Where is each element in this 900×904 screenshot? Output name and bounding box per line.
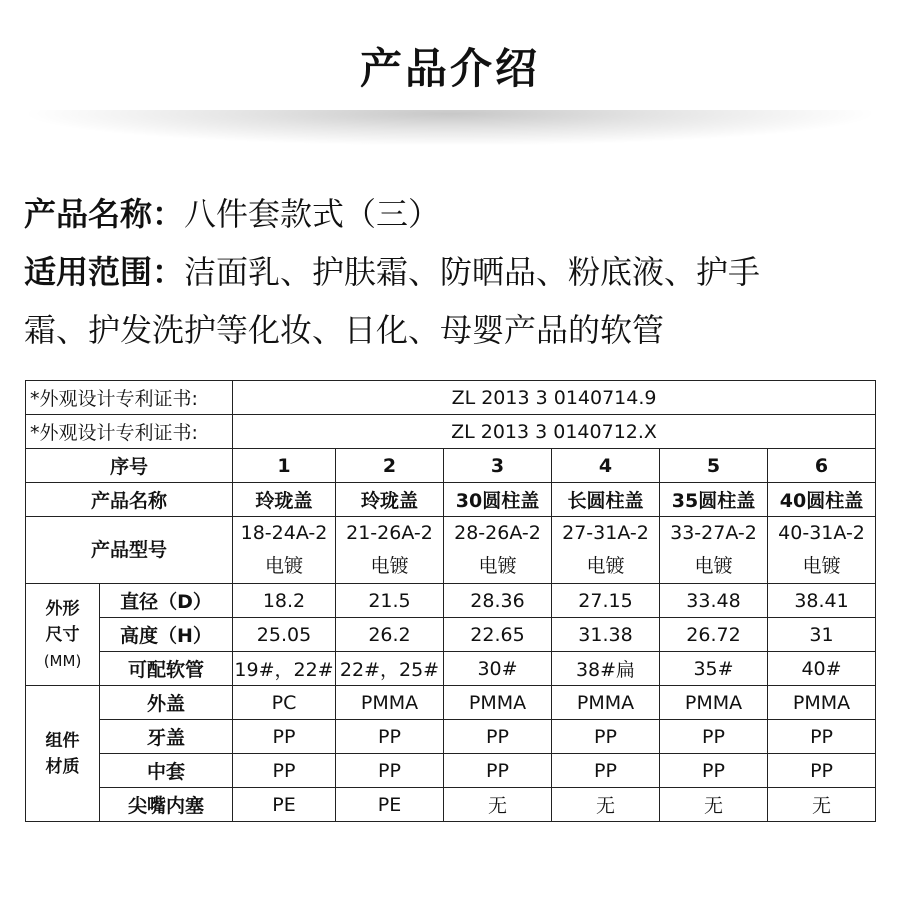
model-cell — [233, 517, 336, 584]
model-cell — [444, 517, 552, 584]
model-cell — [768, 517, 876, 584]
usage-label: 适用范围： — [24, 253, 185, 291]
height-row — [26, 618, 876, 652]
product-name-cell: 30圆柱盖 — [444, 483, 552, 517]
patent-number: ZL 2013 3 0140714.9 — [233, 381, 876, 415]
model-cell — [336, 517, 444, 584]
spec-table — [25, 380, 876, 822]
material-group-header: 组件 材质 — [26, 686, 100, 822]
thread-cap-cell: PP — [233, 720, 336, 754]
nozzle-plug-label: 尖嘴内塞 — [100, 788, 233, 822]
index-cell: 1 — [233, 449, 336, 483]
model-finish: 电镀 — [694, 555, 733, 577]
product-name-cell: 玲珑盖 — [336, 483, 444, 517]
model-number: 27-31A-2 — [562, 522, 649, 544]
height-cell: 25.05 — [233, 618, 336, 652]
height-cell: 31 — [768, 618, 876, 652]
nozzle-plug-cell: 无 — [768, 788, 876, 822]
product-name-row — [26, 483, 876, 517]
page-title: 产品介绍 — [359, 44, 540, 93]
tube-cell: 38#扁 — [552, 652, 660, 686]
diameter-cell: 38.41 — [768, 584, 876, 618]
height-cell: 26.2 — [336, 618, 444, 652]
index-cell: 4 — [552, 449, 660, 483]
product-name-header: 产品名称 — [26, 483, 233, 517]
nozzle-plug-cell: PE — [336, 788, 444, 822]
middle-sleeve-row — [26, 754, 876, 788]
product-model-row — [26, 517, 876, 584]
tube-cell: 35# — [660, 652, 768, 686]
index-cell: 6 — [768, 449, 876, 483]
product-name-label: 产品名称： — [24, 195, 185, 233]
thread-cap-cell: PP — [768, 720, 876, 754]
model-number: 21-26A-2 — [346, 522, 433, 544]
height-cell: 22.65 — [444, 618, 552, 652]
product-name-cell: 40圆柱盖 — [768, 483, 876, 517]
middle-sleeve-cell: PP — [233, 754, 336, 788]
nozzle-plug-cell: PE — [233, 788, 336, 822]
nozzle-plug-cell: 无 — [444, 788, 552, 822]
nozzle-plug-cell: 无 — [552, 788, 660, 822]
model-number: 33-27A-2 — [670, 522, 757, 544]
diameter-cell: 18.2 — [233, 584, 336, 618]
middle-sleeve-cell: PP — [552, 754, 660, 788]
model-finish: 电镀 — [264, 555, 303, 577]
diameter-cell: 21.5 — [336, 584, 444, 618]
diameter-cell: 28.36 — [444, 584, 552, 618]
tube-cell: 22#，25# — [336, 652, 444, 686]
nozzle-plug-cell: 无 — [660, 788, 768, 822]
model-number: 40-31A-2 — [778, 522, 865, 544]
product-name-cell: 玲珑盖 — [233, 483, 336, 517]
patent-label: *外观设计专利证书: — [26, 381, 233, 415]
usage-value-line1: 洁面乳、护肤霜、防晒品、粉底液、护手 — [184, 253, 761, 291]
product-name-value: 八件套款式（三） — [184, 195, 441, 233]
outer-cap-cell: PC — [233, 686, 336, 720]
diameter-cell: 27.15 — [552, 584, 660, 618]
tube-row — [26, 652, 876, 686]
nozzle-plug-row — [26, 788, 876, 822]
usage-line — [24, 244, 884, 300]
height-cell: 26.72 — [660, 618, 768, 652]
model-number: 18-24A-2 — [240, 522, 328, 544]
tube-cell: 30# — [444, 652, 552, 686]
outer-cap-cell: PMMA — [336, 686, 444, 720]
usage-line-continued — [24, 302, 884, 358]
outer-cap-label: 外盖 — [100, 686, 233, 720]
outer-cap-cell: PMMA — [660, 686, 768, 720]
thread-cap-cell: PP — [336, 720, 444, 754]
tube-label: 可配软管 — [100, 652, 233, 686]
product-model-header: 产品型号 — [26, 517, 233, 584]
tube-cell: 19#，22# — [233, 652, 336, 686]
product-name-line — [24, 186, 884, 242]
height-label: 高度（H） — [100, 618, 233, 652]
diameter-cell: 33.48 — [660, 584, 768, 618]
patent-number: ZL 2013 3 0140712.X — [233, 415, 876, 449]
outer-cap-cell: PMMA — [768, 686, 876, 720]
outer-cap-cell: PMMA — [444, 686, 552, 720]
title-shadow-divider — [20, 110, 880, 146]
model-finish: 电镀 — [586, 555, 625, 577]
middle-sleeve-cell: PP — [660, 754, 768, 788]
outer-cap-cell: PMMA — [552, 686, 660, 720]
middle-sleeve-label: 中套 — [100, 754, 233, 788]
index-row — [26, 449, 876, 483]
usage-value-line2: 霜、护发洗护等化妆、日化、母婴产品的软管 — [24, 311, 665, 349]
patent-row — [26, 415, 876, 449]
tube-cell: 40# — [768, 652, 876, 686]
height-cell: 31.38 — [552, 618, 660, 652]
thread-cap-row — [26, 720, 876, 754]
model-finish: 电镀 — [478, 555, 517, 577]
index-cell: 5 — [660, 449, 768, 483]
index-header: 序号 — [26, 449, 233, 483]
product-name-cell: 长圆柱盖 — [552, 483, 660, 517]
product-name-cell: 35圆柱盖 — [660, 483, 768, 517]
thread-cap-cell: PP — [552, 720, 660, 754]
index-cell: 2 — [336, 449, 444, 483]
outer-cap-row — [26, 686, 876, 720]
index-cell: 3 — [444, 449, 552, 483]
middle-sleeve-cell: PP — [768, 754, 876, 788]
middle-sleeve-cell: PP — [336, 754, 444, 788]
diameter-label: 直径（D） — [100, 584, 233, 618]
thread-cap-cell: PP — [444, 720, 552, 754]
model-number: 28-26A-2 — [454, 522, 541, 544]
model-cell — [660, 517, 768, 584]
thread-cap-label: 牙盖 — [100, 720, 233, 754]
thread-cap-cell: PP — [660, 720, 768, 754]
dimensions-group-header: 外形 尺寸 (MM) — [26, 584, 100, 686]
patent-label: *外观设计专利证书: — [26, 415, 233, 449]
diameter-row — [26, 584, 876, 618]
model-finish: 电镀 — [370, 555, 409, 577]
model-cell — [552, 517, 660, 584]
middle-sleeve-cell: PP — [444, 754, 552, 788]
patent-row — [26, 381, 876, 415]
model-finish: 电镀 — [802, 555, 841, 577]
